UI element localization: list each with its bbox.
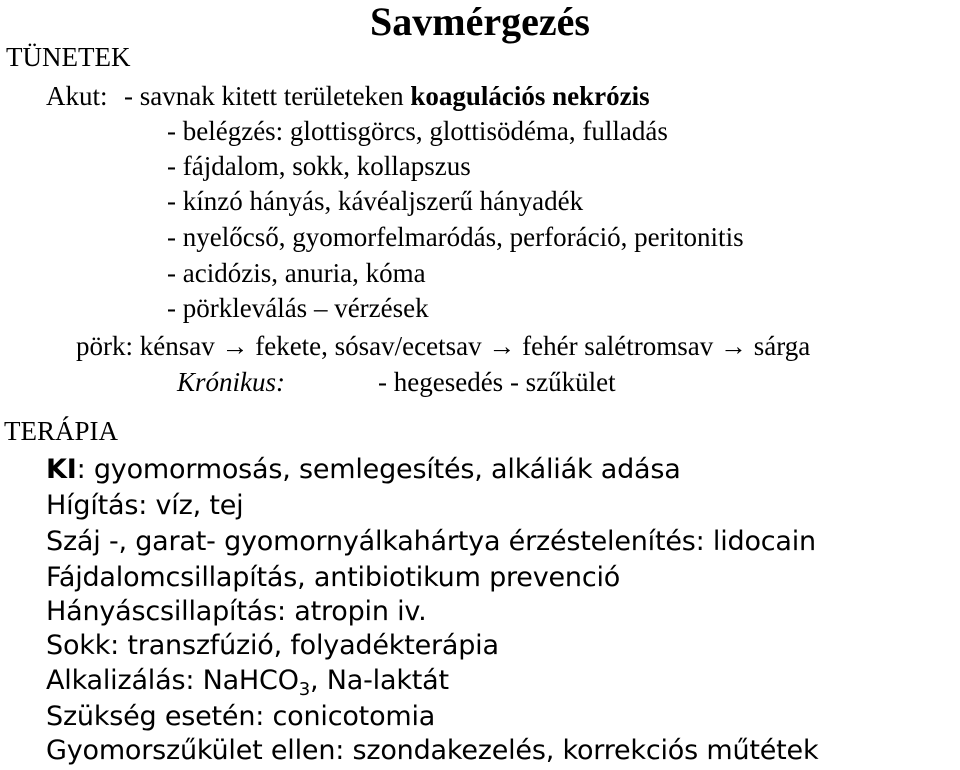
ki-label: KI [46,454,77,485]
therapy-item: Hányáscsillapítás: atropin iv. [46,596,427,627]
therapy-heading: TERÁPIA [4,416,118,446]
acute-item: - kínzó hányás, kávéaljszerű hányadék [167,186,584,216]
symptoms-heading: TÜNETEK [6,42,131,72]
acute-label: Akut: [46,81,108,111]
chronic-label: Krónikus: [177,367,285,397]
therapy-ki-line [46,456,681,483]
therapy-item: Szükség esetén: conicotomia [46,701,436,732]
alkali-text: Alkalizálás: NaHCO [46,665,299,696]
therapy-item: Hígítás: víz, tej [46,490,244,521]
acute-first-bold: koagulációs nekrózis [410,81,650,111]
acute-first-text: - savnak kitett területeken [124,81,411,111]
acute-item: - acidózis, anuria, kóma [167,258,426,288]
acute-item: - nyelőcső, gyomorfelmaródás, perforáció, peritonitis [167,222,744,252]
therapy-item: Fájdalomcsillapítás, antibiotikum prevenció [46,562,621,593]
chronic-text: - hegesedés - szűkület [378,367,616,397]
therapy-item: Száj -, garat- gyomornyálkahártya érzéstelenítés: lidocain [46,526,816,557]
therapy-alkali-line [46,665,449,700]
therapy-item: Gyomorszűkület ellen: szondakezelés, korrekciós műtétek [46,735,819,766]
acute-item: - fájdalom, sokk, kollapszus [167,151,471,181]
acute-item: - pörkleválás – vérzések [167,293,429,323]
ki-text: : gyomormosás, semlegesítés, alkáliák adása [76,454,681,485]
alkali-subscript: 3 [298,679,311,700]
therapy-item: Sokk: transzfúzió, folyadékterápia [46,630,499,661]
acute-first-line [124,83,650,110]
page-title: Savmérgezés [370,0,590,44]
acute-item: - belégzés: glottisgörcs, glottisödéma, fulladás [167,116,668,146]
alkali-text-after: , Na-laktát [310,665,449,696]
eschar-line: pörk: kénsav → fekete, sósav/ecetsav → fehér salétromsav → sárga [76,331,811,361]
